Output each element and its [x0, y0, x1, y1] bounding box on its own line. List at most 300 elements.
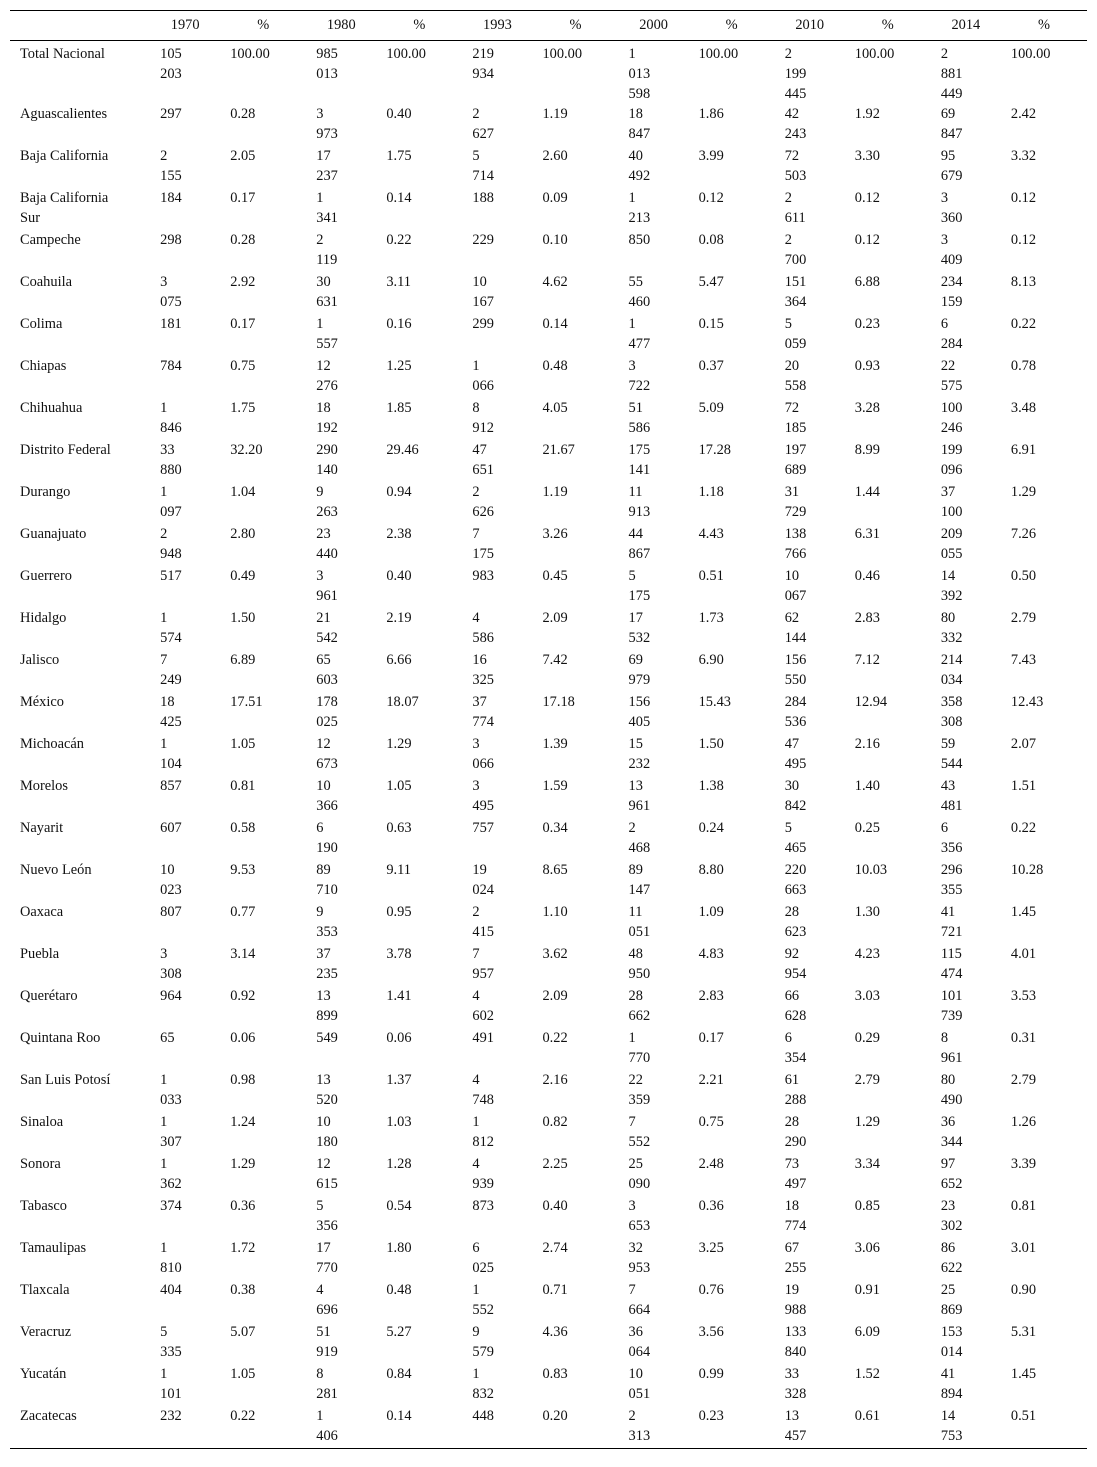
cell-line: 912	[472, 420, 494, 436]
percent-cell	[376, 734, 462, 776]
cell-line: 1.29	[1010, 484, 1037, 500]
percent-cell	[532, 818, 618, 860]
cell-line: 255	[784, 1260, 807, 1276]
cell-line: 12.43	[1010, 694, 1044, 710]
percent-cell	[845, 902, 931, 944]
value-cell	[931, 230, 1001, 272]
percent-cell	[532, 860, 618, 902]
state-name: Nayarit	[20, 820, 64, 836]
cell-line: 0.14	[542, 316, 568, 332]
value-cell	[775, 902, 845, 944]
percent-cell	[376, 1112, 462, 1154]
value-cell	[462, 1070, 532, 1112]
cell-line: 574	[160, 630, 182, 646]
cell-line: 30	[316, 274, 331, 290]
cell-line: 0.28	[230, 232, 256, 248]
header-percent: %	[532, 11, 618, 41]
cell-line: 623	[784, 924, 807, 940]
cell-line: 180	[316, 1134, 338, 1150]
cell-line: 4	[472, 610, 480, 626]
cell-line: 0.49	[230, 568, 256, 584]
value-cell	[775, 104, 845, 146]
value-cell	[150, 1364, 220, 1406]
value-cell	[462, 41, 532, 105]
percent-cell	[220, 398, 306, 440]
cell-line: 232	[160, 1408, 182, 1424]
value-cell	[775, 440, 845, 482]
cell-line: 298	[160, 232, 182, 248]
cell-line: 8	[940, 1030, 949, 1046]
percent-cell	[220, 1238, 306, 1280]
value-cell	[150, 902, 220, 944]
cell-line: 40	[628, 148, 643, 164]
cell-line: 8.80	[698, 862, 724, 878]
value-cell	[619, 1238, 689, 1280]
cell-line: 2	[784, 232, 792, 248]
cell-line: 0.78	[1010, 358, 1037, 374]
cell-line: 51	[628, 400, 643, 416]
percent-cell	[1001, 1112, 1087, 1154]
cell-line: 448	[472, 1408, 494, 1424]
cell-line: 2.16	[854, 736, 880, 752]
header-year: 1993	[462, 11, 532, 41]
table-row	[10, 902, 1087, 944]
cell-line: 607	[160, 820, 182, 836]
cell-line: 3.62	[542, 946, 568, 962]
percent-cell	[1001, 230, 1087, 272]
value-cell	[775, 1196, 845, 1238]
cell-line: 1.09	[698, 904, 724, 920]
value-cell	[150, 230, 220, 272]
percent-cell	[689, 776, 775, 818]
state-name: Campeche	[20, 232, 81, 248]
percent-cell	[376, 1238, 462, 1280]
percent-cell	[689, 440, 775, 482]
cell-line: 332	[940, 630, 963, 646]
value-cell	[931, 314, 1001, 356]
cell-line: 355	[940, 882, 963, 898]
percent-cell	[532, 1322, 618, 1364]
cell-line: 313	[628, 1428, 651, 1444]
percent-cell	[689, 1070, 775, 1112]
cell-line: 9	[316, 904, 324, 920]
cell-line: 1.75	[230, 400, 256, 416]
percent-cell	[845, 608, 931, 650]
percent-cell	[376, 1028, 462, 1070]
cell-line: 4.01	[1010, 946, 1037, 962]
cell-line: 1.05	[230, 1366, 256, 1382]
percent-cell	[532, 356, 618, 398]
cell-line: 97	[940, 1156, 956, 1172]
value-cell	[150, 482, 220, 524]
cell-line: 6.89	[230, 652, 256, 668]
cell-line: 0.22	[386, 232, 412, 248]
value-cell	[462, 1028, 532, 1070]
value-cell	[931, 1112, 1001, 1154]
cell-line: 356	[940, 840, 963, 856]
cell-line: 5	[472, 148, 480, 164]
value-cell	[619, 1322, 689, 1364]
cell-line: 495	[784, 756, 807, 772]
cell-line: 37	[472, 694, 487, 710]
value-cell	[775, 146, 845, 188]
table-row	[10, 818, 1087, 860]
cell-line: 627	[472, 126, 494, 142]
percent-cell	[376, 440, 462, 482]
cell-line: 0.06	[230, 1030, 256, 1046]
value-cell	[150, 608, 220, 650]
cell-line: 5	[784, 316, 792, 332]
cell-line: 29.46	[386, 442, 419, 458]
cell-line: 284	[940, 336, 963, 352]
cell-line: 066	[472, 378, 494, 394]
state-name: Morelos	[20, 778, 68, 794]
header-year: 2000	[619, 11, 689, 41]
cell-line: 961	[940, 1050, 963, 1066]
value-cell	[619, 608, 689, 650]
table-row	[10, 1112, 1087, 1154]
cell-line: 0.12	[698, 190, 724, 206]
value-cell	[931, 146, 1001, 188]
cell-line: 0.63	[386, 820, 412, 836]
value-cell	[306, 482, 376, 524]
cell-line: 2.42	[1010, 106, 1037, 122]
cell-line: 2	[160, 148, 168, 164]
cell-line: 362	[160, 1176, 182, 1192]
percent-cell	[845, 356, 931, 398]
value-cell	[931, 902, 1001, 944]
cell-line: 0.81	[230, 778, 256, 794]
state-name: Guerrero	[20, 568, 72, 584]
cell-line: 440	[316, 546, 338, 562]
percent-cell	[220, 1280, 306, 1322]
percent-cell	[220, 1364, 306, 1406]
percent-cell	[689, 1280, 775, 1322]
cell-line: 5.47	[698, 274, 724, 290]
cell-line: 0.75	[230, 358, 256, 374]
percent-cell	[376, 482, 462, 524]
cell-line: 0.54	[386, 1198, 412, 1214]
cell-line: 832	[472, 1386, 494, 1402]
cell-line: 1	[160, 1156, 168, 1172]
value-cell	[619, 188, 689, 230]
percent-cell	[689, 734, 775, 776]
cell-line: 42	[784, 106, 800, 122]
cell-line: 100	[940, 400, 963, 416]
cell-line: 409	[940, 252, 963, 268]
cell-line: 0.22	[542, 1030, 568, 1046]
percent-cell	[689, 41, 775, 105]
cell-line: 9.11	[386, 862, 411, 878]
cell-line: 246	[940, 420, 963, 436]
value-cell	[619, 1364, 689, 1406]
cell-line: 67	[784, 1240, 800, 1256]
cell-line: 988	[784, 1302, 807, 1318]
table-row	[10, 146, 1087, 188]
percent-cell	[689, 818, 775, 860]
cell-line: 307	[160, 1134, 182, 1150]
cell-line: 2.09	[542, 610, 568, 626]
state-name: Total Nacional	[20, 46, 105, 62]
percent-cell	[845, 650, 931, 692]
state-name: Veracruz	[20, 1324, 72, 1340]
percent-cell	[220, 482, 306, 524]
cell-line: 0.14	[386, 1408, 412, 1424]
cell-line: 4.83	[698, 946, 724, 962]
cell-line: 0.91	[854, 1282, 880, 1298]
percent-cell	[376, 272, 462, 314]
cell-line: 33	[784, 1366, 800, 1382]
table-row	[10, 734, 1087, 776]
percent-cell	[532, 650, 618, 692]
cell-line: 3.32	[1010, 148, 1037, 164]
value-cell	[775, 1406, 845, 1448]
cell-line: 0.84	[386, 1366, 412, 1382]
percent-cell	[532, 734, 618, 776]
cell-line: 626	[472, 504, 494, 520]
percent-cell	[845, 986, 931, 1028]
cell-line: 503	[784, 168, 807, 184]
cell-line: 297	[160, 106, 182, 122]
cell-line: 2.60	[542, 148, 568, 164]
value-cell	[150, 986, 220, 1028]
cell-line: 2	[940, 46, 949, 62]
percent-cell	[220, 1112, 306, 1154]
percent-cell	[1001, 944, 1087, 986]
value-cell	[306, 1406, 376, 1448]
cell-line: 133	[784, 1324, 807, 1340]
percent-cell	[532, 902, 618, 944]
percent-cell	[376, 1322, 462, 1364]
percent-cell	[1001, 902, 1087, 944]
state-name: Baja California	[20, 148, 109, 164]
percent-cell	[376, 356, 462, 398]
cell-line: 807	[160, 904, 182, 920]
value-cell	[931, 944, 1001, 986]
percent-cell	[845, 1112, 931, 1154]
cell-line: 847	[628, 126, 651, 142]
cell-line: 19	[784, 1282, 800, 1298]
cell-line: 840	[784, 1344, 807, 1360]
cell-line: 5	[784, 820, 792, 836]
cell-line: 18	[628, 106, 643, 122]
cell-line: 89	[316, 862, 331, 878]
cell-line: 406	[316, 1428, 338, 1444]
value-cell	[462, 986, 532, 1028]
table-body	[10, 41, 1087, 1449]
percent-cell	[220, 566, 306, 608]
cell-line: 17	[628, 610, 643, 626]
value-cell	[306, 608, 376, 650]
cell-line: 653	[628, 1218, 651, 1234]
cell-line: 1.41	[386, 988, 412, 1004]
cell-line: 3.11	[386, 274, 411, 290]
state-name: Durango	[20, 484, 71, 500]
cell-line: 175	[628, 588, 651, 604]
value-cell	[306, 986, 376, 1028]
percent-cell	[845, 1280, 931, 1322]
cell-line: 662	[628, 1008, 651, 1024]
cell-line: 119	[316, 252, 338, 268]
value-cell	[775, 776, 845, 818]
cell-line: 37	[940, 484, 956, 500]
cell-line: 544	[940, 756, 963, 772]
cell-line: 4	[472, 988, 480, 1004]
percent-cell	[1001, 1322, 1087, 1364]
table-row	[10, 440, 1087, 482]
cell-line: 18	[784, 1198, 800, 1214]
cell-line: 1.86	[698, 106, 724, 122]
value-cell	[306, 944, 376, 986]
cell-line: 17	[316, 148, 331, 164]
percent-cell	[220, 146, 306, 188]
cell-line: 096	[940, 462, 963, 478]
cell-line: 1.25	[386, 358, 412, 374]
cell-line: 3	[940, 232, 949, 248]
cell-line: 299	[472, 316, 494, 332]
value-cell	[619, 650, 689, 692]
cell-line: 894	[940, 1386, 963, 1402]
cell-line: 15	[628, 736, 643, 752]
value-cell	[462, 776, 532, 818]
cell-line: 3.34	[854, 1156, 880, 1172]
cell-line: 33	[160, 442, 175, 458]
percent-cell	[1001, 734, 1087, 776]
percent-cell	[845, 1154, 931, 1196]
state-name: Coahuila	[20, 274, 72, 290]
percent-cell	[845, 230, 931, 272]
value-cell	[619, 482, 689, 524]
value-cell	[775, 272, 845, 314]
cell-line: 1.04	[230, 484, 256, 500]
cell-line: 847	[940, 126, 963, 142]
value-cell	[931, 104, 1001, 146]
cell-line: 10	[316, 778, 331, 794]
value-cell	[619, 440, 689, 482]
cell-line: 263	[316, 504, 338, 520]
percent-cell	[1001, 41, 1087, 105]
cell-line: 0.17	[230, 190, 256, 206]
cell-line: 869	[940, 1302, 963, 1318]
percent-cell	[532, 104, 618, 146]
cell-line: 138	[784, 526, 807, 542]
header-percent: %	[845, 11, 931, 41]
cell-line: 4	[472, 1072, 480, 1088]
cell-line: 1.05	[230, 736, 256, 752]
cell-line: 151	[784, 274, 807, 290]
cell-line: 8	[316, 1366, 324, 1382]
value-cell	[462, 818, 532, 860]
percent-cell	[532, 524, 618, 566]
percent-cell	[220, 1322, 306, 1364]
percent-cell	[376, 566, 462, 608]
cell-line: 014	[940, 1344, 963, 1360]
value-cell	[775, 818, 845, 860]
percent-cell	[376, 1364, 462, 1406]
cell-line: 7	[472, 526, 480, 542]
percent-cell	[1001, 818, 1087, 860]
cell-line: 41	[940, 1366, 956, 1382]
value-cell	[306, 692, 376, 734]
value-cell	[775, 860, 845, 902]
cell-line: 14	[940, 568, 956, 584]
percent-cell	[689, 1112, 775, 1154]
cell-line: 615	[316, 1176, 338, 1192]
percent-cell	[220, 734, 306, 776]
cell-line: 673	[316, 756, 338, 772]
cell-line: 66	[784, 988, 800, 1004]
cell-line: 757	[472, 820, 494, 836]
cell-line: 586	[628, 420, 651, 436]
cell-line: 770	[628, 1050, 651, 1066]
value-cell	[150, 1112, 220, 1154]
cell-line: 155	[160, 168, 182, 184]
percent-cell	[220, 818, 306, 860]
percent-cell	[1001, 482, 1087, 524]
cell-line: 3.25	[698, 1240, 724, 1256]
cell-line: 21	[316, 610, 331, 626]
percent-cell	[376, 818, 462, 860]
cell-line: 32	[628, 1240, 643, 1256]
cell-line: 2.92	[230, 274, 256, 290]
percent-cell	[1001, 524, 1087, 566]
value-cell	[931, 482, 1001, 524]
cell-line: 867	[628, 546, 651, 562]
cell-line: 308	[940, 714, 963, 730]
value-cell	[931, 356, 1001, 398]
cell-line: 156	[628, 694, 651, 710]
cell-line: 14	[940, 1408, 956, 1424]
cell-line: 10	[628, 1366, 643, 1382]
cell-line: 1	[316, 190, 324, 206]
percent-cell	[689, 692, 775, 734]
cell-line: 465	[784, 840, 807, 856]
cell-line: 0.45	[542, 568, 568, 584]
cell-line: 766	[784, 546, 807, 562]
cell-line: 220	[784, 862, 807, 878]
value-cell	[306, 41, 376, 105]
value-cell	[150, 314, 220, 356]
cell-line: 1.51	[1010, 778, 1037, 794]
cell-line: 80	[940, 1072, 956, 1088]
value-cell	[150, 776, 220, 818]
value-cell	[931, 524, 1001, 566]
cell-line: 22	[940, 358, 956, 374]
cell-line: 17.18	[542, 694, 575, 710]
value-cell	[306, 524, 376, 566]
header-year: 1970	[150, 11, 220, 41]
percent-cell	[376, 41, 462, 105]
cell-line: 622	[940, 1260, 963, 1276]
cell-line: 10	[316, 1114, 331, 1130]
percent-cell	[1001, 104, 1087, 146]
percent-cell	[845, 566, 931, 608]
percent-cell	[376, 524, 462, 566]
cell-line: 0.58	[230, 820, 256, 836]
cell-line: 65	[160, 1030, 175, 1046]
cell-line: 296	[940, 862, 963, 878]
table-row	[10, 1238, 1087, 1280]
percent-cell	[845, 524, 931, 566]
cell-line: 3	[472, 778, 480, 794]
value-cell	[462, 440, 532, 482]
percent-cell	[220, 230, 306, 272]
cell-line: 190	[316, 840, 338, 856]
cell-line: 1.40	[854, 778, 880, 794]
cell-line: 532	[628, 630, 651, 646]
cell-line: 1	[628, 1030, 636, 1046]
cell-line: 013	[628, 66, 651, 82]
